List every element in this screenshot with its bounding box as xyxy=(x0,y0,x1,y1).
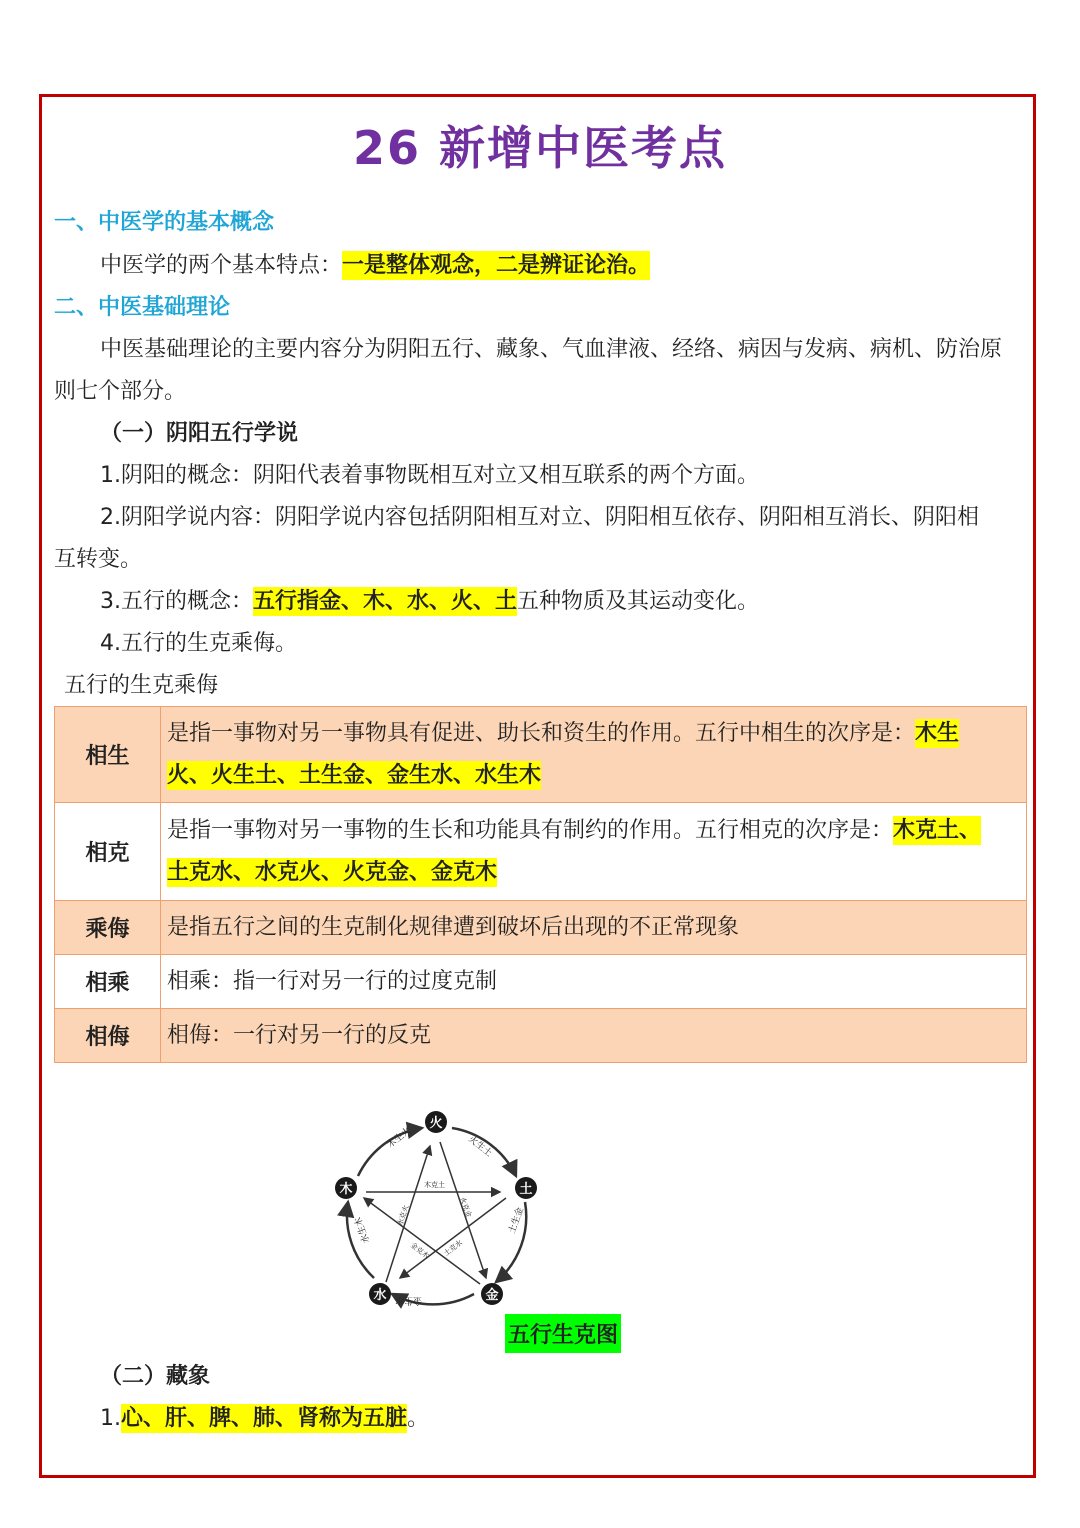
label-metal-water: 金生水 xyxy=(394,1295,422,1305)
node-earth xyxy=(515,1177,537,1199)
wuxing-concept-label: 3.五行的概念： xyxy=(100,589,253,614)
label-wood-fire: 木生火 xyxy=(385,1125,414,1151)
wuxing-concept-tail: 五种物质及其运动变化。 xyxy=(517,589,760,614)
item-yinyang-content-line2: 互转变。 xyxy=(54,547,143,572)
row-value-xiangke xyxy=(161,803,1027,901)
theory-para-line2: 则七个部分。 xyxy=(54,379,187,404)
subheading-yinyang-wuxing: （一）阴阳五行学说 xyxy=(100,421,299,446)
svg-text:水: 水 xyxy=(373,1288,387,1303)
table-row xyxy=(55,707,1027,803)
table-row xyxy=(55,803,1027,901)
row-key-xiangsheng: 相生 xyxy=(55,707,161,803)
five-zang-number: 1. xyxy=(100,1406,121,1431)
wuxing-concept-highlight: 五行指金、木、水、火、土 xyxy=(253,589,518,614)
row-value-xiangcheng: 相乘：指一行对另一行的过度克制 xyxy=(161,955,1027,1009)
item-yinyang-concept: 1.阴阳的概念：阴阳代表着事物既相互对立又相互联系的两个方面。 xyxy=(100,463,759,488)
item-five-zang xyxy=(100,1398,429,1440)
section-heading-basic-concept: 一、中医学的基本概念 xyxy=(54,210,275,235)
wuxing-cycle-diagram xyxy=(328,1106,544,1310)
node-metal xyxy=(481,1283,503,1305)
label-earth-water: 土克水 xyxy=(442,1238,464,1258)
table-row xyxy=(55,901,1027,955)
xiangke-order-part1: 木克土、 xyxy=(893,817,982,843)
svg-text:土: 土 xyxy=(519,1182,533,1197)
svg-text:火: 火 xyxy=(429,1116,443,1131)
item-wuxing-shengke: 4.五行的生克乘侮。 xyxy=(100,631,297,656)
section-heading-basic-theory: 二、中医基础理论 xyxy=(54,295,231,320)
diagram-caption: 五行生克图 xyxy=(505,1314,621,1353)
wuxing-relations-table xyxy=(54,706,1027,1063)
label-fire-metal: 火克金 xyxy=(458,1195,473,1219)
label-water-fire: 水克火 xyxy=(396,1204,411,1227)
basic-features-line xyxy=(100,245,650,287)
row-value-xiangwu: 相侮：一行对另一行的反克 xyxy=(161,1009,1027,1063)
row-key-xiangcheng: 相乘 xyxy=(55,955,161,1009)
svg-text:金: 金 xyxy=(485,1288,499,1303)
item-yinyang-content-line1: 2.阴阳学说内容：阴阳学说内容包括阴阳相互对立、阴阳相互依存、阴阳相互消长、阴阳相 xyxy=(100,505,979,530)
xiangsheng-desc: 是指一事物对另一事物具有促进、助长和资生的作用。五行中相生的次序是： xyxy=(167,720,916,746)
xiangsheng-order-part2: 火、火生土、土生金、金生水、水生木 xyxy=(167,762,542,788)
table-caption: 五行的生克乘侮 xyxy=(64,673,219,698)
node-fire xyxy=(425,1111,447,1133)
table-row xyxy=(55,955,1027,1009)
label-metal-wood: 金克木 xyxy=(408,1241,431,1261)
xiangke-desc: 是指一事物对另一事物的生长和功能具有制约的作用。五行相克的次序是： xyxy=(167,817,894,843)
label-fire-earth: 火生土 xyxy=(466,1134,494,1159)
label-wood-earth: 木克土 xyxy=(424,1181,445,1189)
svg-text:木: 木 xyxy=(339,1182,353,1197)
row-value-xiangsheng xyxy=(161,707,1027,803)
label-water-wood: 水生木 xyxy=(353,1215,373,1245)
subheading-zangxiang: （二）藏象 xyxy=(100,1364,211,1389)
label-earth-metal: 土生金 xyxy=(507,1206,527,1236)
row-key-xiangwu: 相侮 xyxy=(55,1009,161,1063)
basic-features-label: 中医学的两个基本特点： xyxy=(100,253,343,278)
table-row xyxy=(55,1009,1027,1063)
xiangke-order-part2: 土克水、水克火、火克金、金克木 xyxy=(167,859,498,885)
row-key-chengwu: 乘侮 xyxy=(55,901,161,955)
page-title: 26 新增中医考点 xyxy=(352,121,728,175)
xiangsheng-order-part1: 木生 xyxy=(915,720,960,746)
node-water xyxy=(369,1283,391,1305)
line-earth-water xyxy=(400,1195,506,1278)
row-key-xiangke: 相克 xyxy=(55,803,161,901)
basic-features-highlight: 一是整体观念，二是辨证论治。 xyxy=(342,253,651,278)
five-zang-highlight: 心、肝、脾、肺、肾称为五脏 xyxy=(121,1406,408,1431)
row-value-chengwu: 是指五行之间的生克制化规律遭到破坏后出现的不正常现象 xyxy=(161,901,1027,955)
node-wood xyxy=(335,1177,357,1199)
arc-wood-fire xyxy=(358,1128,422,1176)
theory-para-line1: 中医基础理论的主要内容分为阴阳五行、藏象、气血津液、经络、病因与发病、病机、防治原 xyxy=(100,337,1003,362)
five-zang-period: 。 xyxy=(407,1406,430,1431)
item-wuxing-concept xyxy=(100,581,759,623)
